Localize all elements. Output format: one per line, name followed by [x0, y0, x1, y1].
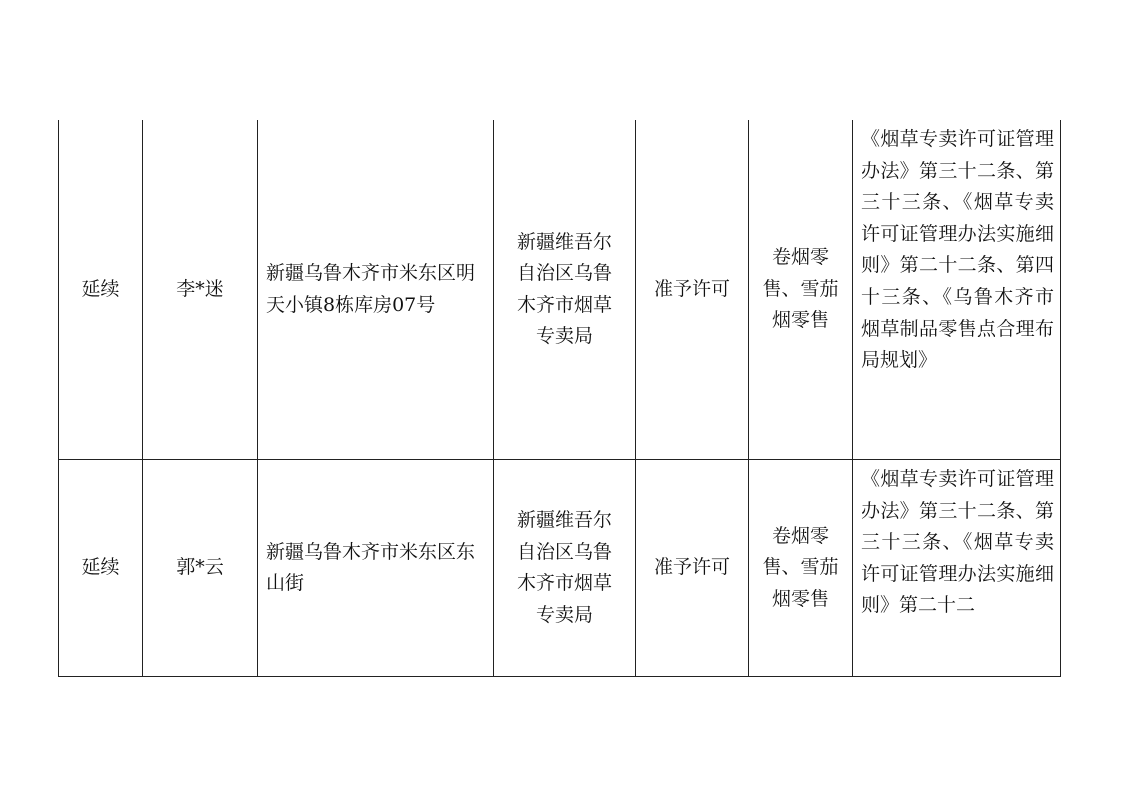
applicant-name-cell: 郭*云 — [143, 460, 258, 677]
authority-cell — [494, 120, 636, 460]
decision-cell: 准予许可 — [636, 460, 749, 677]
legal-basis-text: 《烟草专卖许可证管理办法》第三十二条、第三十三条、《烟草专卖许可证管理办法实施细则》第二十二 — [861, 468, 1054, 617]
authority-text: 新疆维吾尔自治区乌鲁木齐市烟草专卖局 — [516, 509, 612, 626]
scope-text: 卷烟零售、雪茄烟零售 — [762, 246, 839, 332]
permit-type-cell: 延续 — [59, 120, 143, 460]
permit-type-cell: 延续 — [59, 460, 143, 677]
scope-cell — [749, 460, 853, 677]
scope-text: 卷烟零售、雪茄烟零售 — [762, 524, 839, 610]
scope-cell — [749, 120, 853, 460]
permit-table — [58, 120, 1061, 677]
address-cell: 新疆乌鲁木齐市米东区明天小镇8栋库房07号 — [258, 120, 494, 460]
applicant-name-cell: 李*迷 — [143, 120, 258, 460]
authority-cell — [494, 460, 636, 677]
address-cell: 新疆乌鲁木齐市米东区东山街 — [258, 460, 494, 677]
decision-cell: 准予许可 — [636, 120, 749, 460]
table-row — [59, 460, 1061, 677]
authority-text: 新疆维吾尔自治区乌鲁木齐市烟草专卖局 — [516, 230, 612, 347]
legal-basis-cell — [853, 460, 1061, 677]
legal-basis-cell: 《烟草专卖许可证管理办法》第三十二条、第三十三条、《烟草专卖许可证管理办法实施细则》第二十二条、第四十三条、《乌鲁木齐市烟草制品零售点合理布局规划》 — [853, 120, 1061, 460]
table-row — [59, 120, 1061, 460]
